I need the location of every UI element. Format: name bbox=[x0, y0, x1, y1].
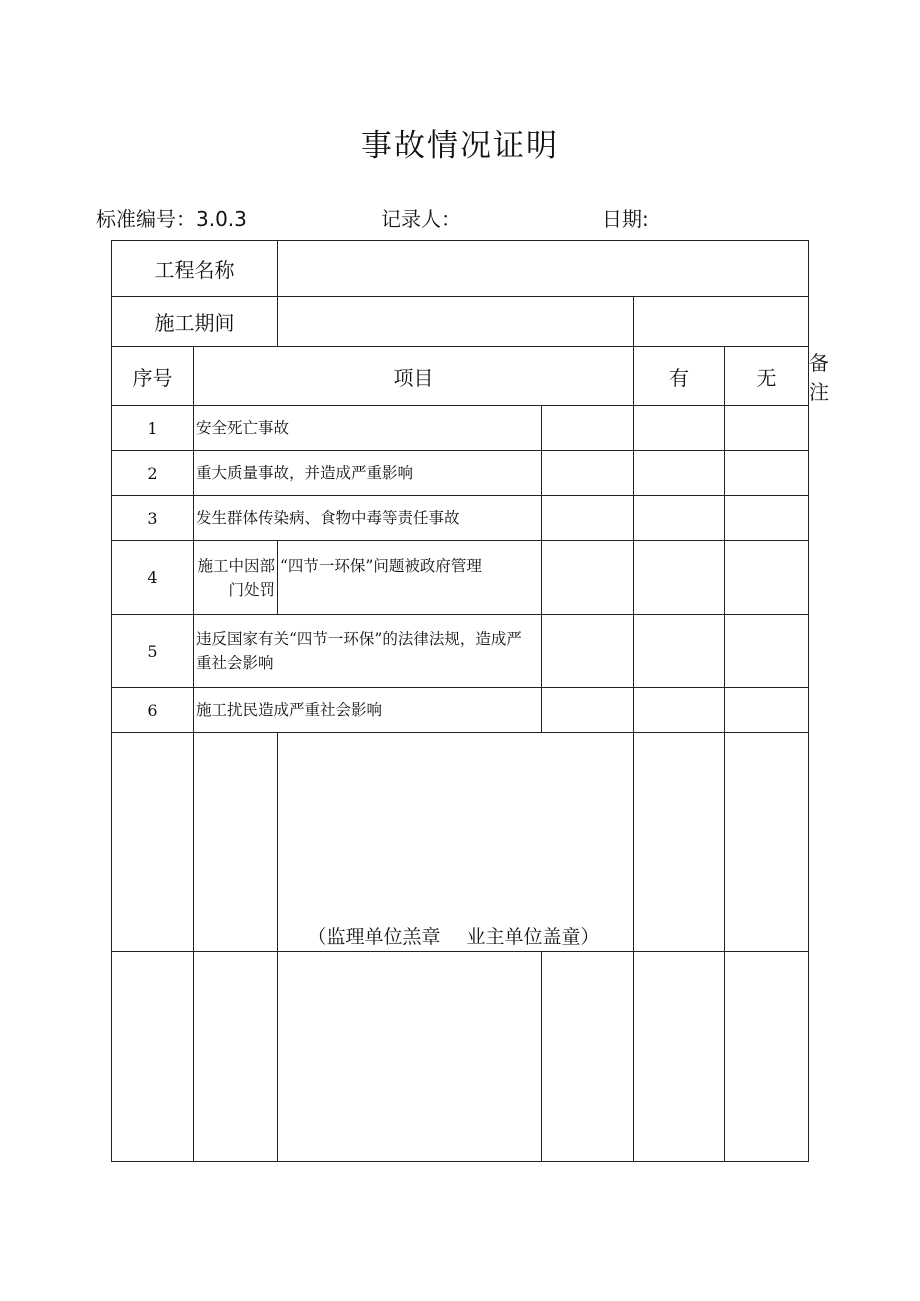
row-seq: 5 bbox=[112, 615, 194, 688]
row-no-cell[interactable] bbox=[634, 615, 725, 688]
project-name-label: 工程名称 bbox=[112, 241, 278, 297]
accident-form-table bbox=[111, 240, 829, 1162]
header-row: 序号 项目 有 无 备注 bbox=[112, 347, 809, 406]
date-label: 日期: bbox=[602, 207, 649, 231]
row-yes-cell[interactable] bbox=[542, 541, 634, 615]
row-seq: 1 bbox=[112, 406, 194, 451]
owner-stamp-label: 业主单位盖童 bbox=[466, 926, 581, 948]
stamp-blank-cell[interactable] bbox=[194, 733, 278, 952]
header-yes: 有 bbox=[634, 347, 725, 406]
row-seq: 4 bbox=[112, 541, 194, 615]
row-no-cell[interactable] bbox=[634, 451, 725, 496]
header-item: 项目 bbox=[194, 347, 634, 406]
blank-cell[interactable] bbox=[112, 952, 194, 1162]
row-seq: 2 bbox=[112, 451, 194, 496]
blank-row bbox=[112, 952, 809, 1162]
construction-period-extra-field[interactable] bbox=[634, 297, 809, 347]
standard-number bbox=[96, 203, 247, 232]
row-no-cell[interactable] bbox=[634, 406, 725, 451]
stamp-blank-cell[interactable] bbox=[725, 733, 809, 952]
stamp-cell[interactable] bbox=[278, 733, 634, 952]
table-row bbox=[112, 688, 809, 733]
table-row bbox=[112, 406, 809, 451]
stamp-blank-cell[interactable] bbox=[112, 733, 194, 952]
row-no-cell[interactable] bbox=[634, 688, 725, 733]
row-remark-cell[interactable] bbox=[725, 688, 809, 733]
row-yes-cell[interactable] bbox=[542, 451, 634, 496]
row-item: 施工扰民造成严重社会影响 bbox=[194, 688, 542, 733]
row-no-cell[interactable] bbox=[634, 496, 725, 541]
blank-cell[interactable] bbox=[725, 952, 809, 1162]
row-no-cell[interactable] bbox=[634, 541, 725, 615]
table-row bbox=[112, 496, 809, 541]
row-seq: 3 bbox=[112, 496, 194, 541]
row-item-part-a: 施工中因部门处罚 bbox=[194, 541, 278, 615]
stamp-open-paren: （ bbox=[307, 926, 327, 948]
blank-cell[interactable] bbox=[194, 952, 278, 1162]
row-remark-cell[interactable] bbox=[725, 406, 809, 451]
construction-period-label: 施工期间 bbox=[112, 297, 278, 347]
stamp-close-paren: ） bbox=[580, 926, 600, 948]
header-no: 无 bbox=[725, 347, 809, 406]
standard-number-value: 3.0.3 bbox=[196, 207, 247, 231]
row-yes-cell[interactable] bbox=[542, 496, 634, 541]
construction-period-row bbox=[112, 297, 809, 347]
supervisor-stamp-label: 监理单位羔章 bbox=[326, 926, 441, 948]
blank-cell[interactable] bbox=[634, 952, 725, 1162]
stamp-blank-cell[interactable] bbox=[634, 733, 725, 952]
row-seq: 6 bbox=[112, 688, 194, 733]
project-name-row bbox=[112, 241, 809, 297]
stamp-row bbox=[112, 733, 809, 952]
construction-period-field[interactable] bbox=[278, 297, 634, 347]
table-row bbox=[112, 451, 809, 496]
project-name-field[interactable] bbox=[278, 241, 809, 297]
row-remark-cell[interactable] bbox=[725, 541, 809, 615]
table-row bbox=[112, 615, 809, 688]
row-yes-cell[interactable] bbox=[542, 615, 634, 688]
table-row bbox=[112, 541, 809, 615]
stamp-caption bbox=[307, 922, 599, 949]
row-yes-cell[interactable] bbox=[542, 406, 634, 451]
page-title: 事故情况证明 bbox=[361, 128, 559, 164]
row-item-part-b: “四节一环保”问题被政府管理 bbox=[278, 541, 542, 615]
row-item: 重大质量事故，并造成严重影响 bbox=[194, 451, 542, 496]
header-seq: 序号 bbox=[112, 347, 194, 406]
blank-cell[interactable] bbox=[542, 952, 634, 1162]
standard-number-label: 标准编号： bbox=[96, 207, 196, 231]
blank-cell[interactable] bbox=[278, 952, 542, 1162]
row-yes-cell[interactable] bbox=[542, 688, 634, 733]
row-item: 安全死亡事故 bbox=[194, 406, 542, 451]
row-item: 违反国家有关“四节一环保”的法律法规，造成严重社会影响 bbox=[194, 615, 542, 688]
row-remark-cell[interactable] bbox=[725, 451, 809, 496]
recorder-label: 记录人： bbox=[381, 207, 461, 231]
row-remark-cell[interactable] bbox=[725, 615, 809, 688]
row-remark-cell[interactable] bbox=[725, 496, 809, 541]
row-item: 发生群体传染病、食物中毒等责任事故 bbox=[194, 496, 542, 541]
